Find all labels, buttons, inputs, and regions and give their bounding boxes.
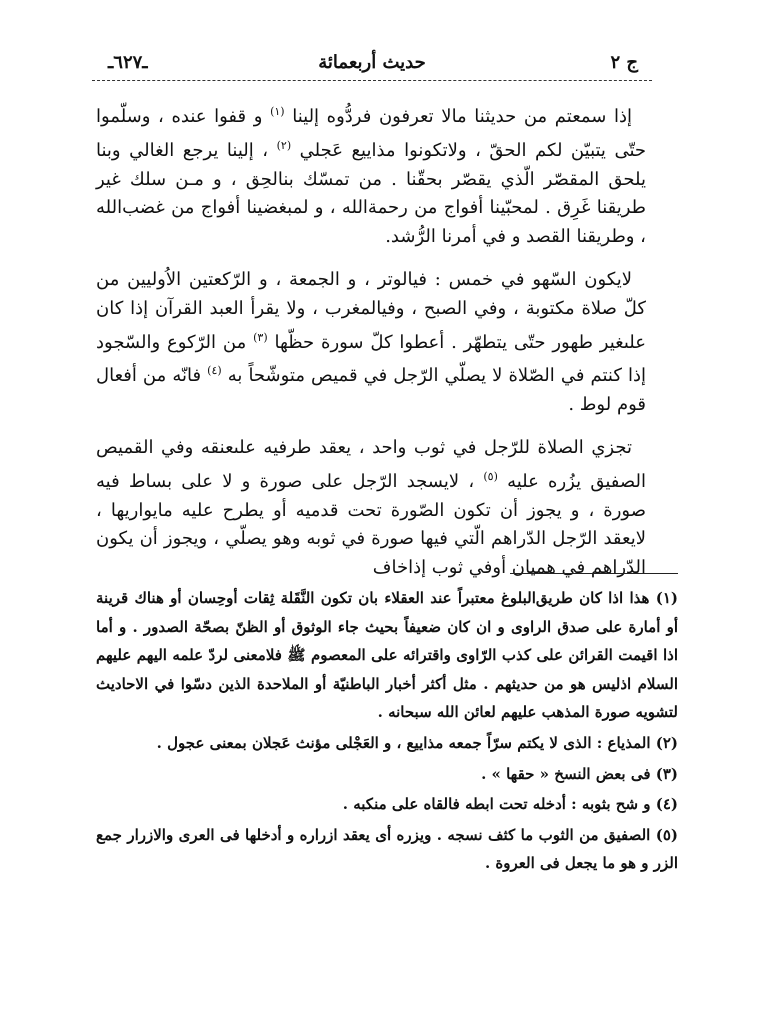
paragraph-text: ، إلينا يرجع الغالي وبنا يلحق المقصّر الّذي يقصّر بحقّنا . من تمسّك بنالحِق ، و مـن سلك غير طريقنا غَرِق . لمحبّينا أفواج من رحمةالله ، و لمبغضينا أفواج من غضب‌الله ، وطريقنا القصد و في أمرنا الرُّشد. — [96, 139, 646, 248]
paragraph-text: فانّه من أفعال قوم لوط . — [96, 365, 646, 416]
paragraph-text: من الرّكوع والسّجود إذا كنتم في الصّلاة لا يصلّي الرّجل في قميص متوشّحاً به — [96, 331, 646, 387]
footnote-ref-5: (٥) — [483, 469, 498, 483]
footnote-1: (١) هذا اذا كان طريق‌البلوغ معتبراً عند العقلاء بان تكون النَّقَلة ثِقات أوحِسان أو هناك قرينة أو أمارة على صدق الراوى و ان كان ضعيفاً بحيث جاء الوثوق أو الظنّ بصحّة الصدور . و أما اذا اقيمت القرائن على كذب الرّاوى واقترائه على المعصوم ﷺ فلامعنى لردّ علمه اليهم عليهم السلام اذليس هو من حديثهم . مثل أكثر أخبار الباطنيّة أو الملاحدة الذين دسّوا في الاحاديث لتشويه صورة المذهب عليهم لعائن الله سبحانه . — [96, 589, 678, 722]
paragraph-text: لايكون السّهو في خمس : فيالوتر ، و الجمعة ، و الرّكعتين الاُوليين من كلّ صلاة مكتوبة ، وفي الصبح ، وفيالمغرب ، ولا يقرأ العبد القرآن إذا كان علىغير طهور حتّى يتطهّر . أعطوا كلّ سورة حظّها — [96, 268, 646, 353]
footnote-ref-4: (٤) — [207, 364, 222, 378]
footnotes — [96, 584, 678, 880]
footnote-3: (٣) فى بعض النسخ « حقها » . — [481, 764, 678, 783]
running-header — [92, 50, 652, 81]
footnote-2: (٢) المذياع : الذى لا يكتم سرّاً جمعه مذاييع ، و العَجْلى مؤنث عَجلان بمعنى عجول . — [156, 733, 678, 752]
paragraph-text: تجزي الصلاة للرّجل في ثوب واحد ، يعقد طرفيه علىعنقه وفي القميص الصفيق يزُره عليه — [96, 436, 646, 492]
paragraph-text: و قفوا عنده ، وسلّموا حتّى يتبيّن لكم الحقّ ، ولاتكونوا مذاييع عَجلي — [96, 106, 647, 161]
footnote-ref-1: (١) — [270, 105, 285, 118]
paragraph-1 — [96, 98, 646, 252]
paragraph-text: ، لايسجد الرّجل على صورة و لا على بساط فيه صورة ، و يجوز أن تكون الصّورة تحت قدميه أو يطرح عليه مايواريها ، لايعقد الرّجل الدّراهم الّتي فيها صورة في ثوبه وهو يصلّي ، ويجوز أن يكون الدّراهم في هميان أوفي ثوب إذاخاف — [96, 470, 647, 579]
footnote-ref-2: (٢) — [276, 138, 292, 152]
paragraph-2 — [96, 266, 646, 420]
book-title: حديث أربعمائة — [318, 52, 426, 73]
main-text — [96, 98, 646, 597]
footnote-4: (٤) و شح بثوبه : أدخله تحت ابطه فالقاه على منكبه . — [342, 795, 678, 814]
paragraph-3 — [96, 434, 646, 583]
page-number: ـ٦٢٧ـ — [108, 52, 148, 73]
footnote-separator — [510, 573, 678, 574]
volume-label: ج ٢ — [610, 52, 638, 73]
footnote-5: (٥) الصفيق من الثوب ما كثف نسجه . ويزره أى يعقد ازراره و أدخلها فى العرى والازرار جمع الزر و هو ما يجعل فى العروة . — [96, 825, 678, 873]
footnote-ref-3: (٣) — [253, 330, 268, 344]
paragraph-text: إذا سمعتم من حديثنا مالا تعرفون فردُّوه إلينا — [292, 106, 633, 127]
